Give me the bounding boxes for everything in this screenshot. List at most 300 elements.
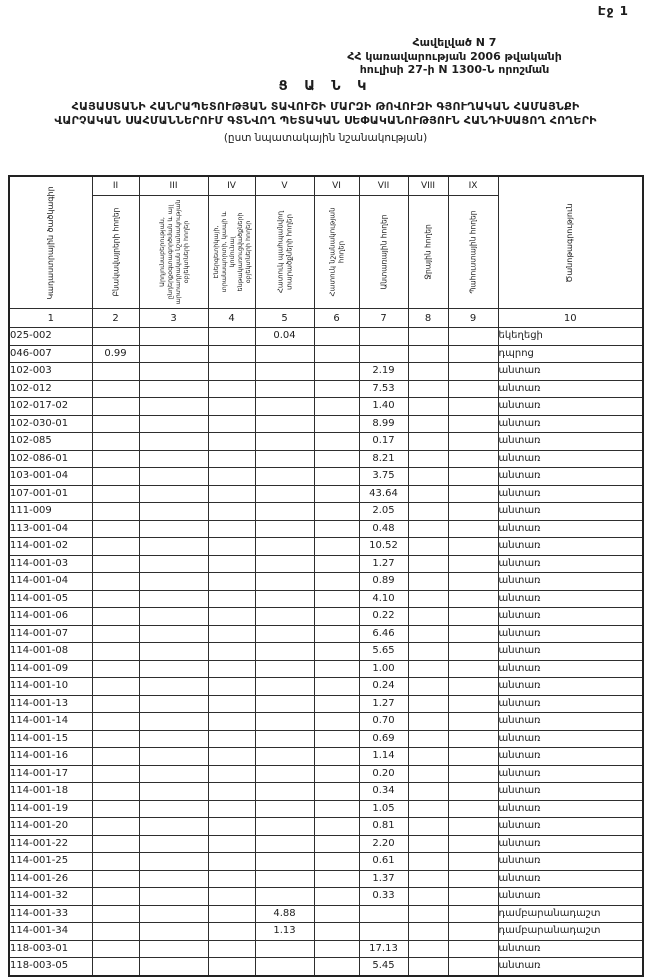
area-value-cell <box>314 485 359 503</box>
note-cell: անտառ <box>498 958 643 976</box>
area-value-cell <box>314 748 359 766</box>
cadastral-code-cell: 113-001-04 <box>9 520 92 538</box>
note-cell: անտառ <box>498 835 643 853</box>
area-value-cell <box>408 433 448 451</box>
area-value-cell <box>408 503 448 521</box>
table-row <box>9 958 643 976</box>
area-value-cell <box>314 363 359 381</box>
area-value-cell <box>448 940 498 958</box>
area-value-cell <box>408 363 448 381</box>
note-cell: դամբարանադաշտ <box>498 923 643 941</box>
area-value-cell <box>448 713 498 731</box>
area-value-cell <box>139 958 208 976</box>
area-value-cell <box>255 800 314 818</box>
note-cell: անտառ <box>498 503 643 521</box>
cadastral-code-cell: 114-001-10 <box>9 678 92 696</box>
area-value-cell <box>92 818 139 836</box>
area-value-cell <box>255 380 314 398</box>
category-header-cell <box>255 196 314 309</box>
cadastral-code-cell: 114-001-05 <box>9 590 92 608</box>
roman-numeral-cell: IX <box>448 176 498 196</box>
area-value-cell <box>448 748 498 766</box>
area-value-cell <box>314 573 359 591</box>
area-value-cell <box>255 345 314 363</box>
area-value-cell <box>314 783 359 801</box>
category-header-label: Բնակավայրերի հողեր <box>110 207 120 297</box>
table-row <box>9 503 643 521</box>
note-cell: անտառ <box>498 538 643 556</box>
area-value-cell <box>408 678 448 696</box>
table-row <box>9 468 643 486</box>
cadastral-code-cell: 114-001-07 <box>9 625 92 643</box>
area-value-cell <box>448 870 498 888</box>
cadastral-code-cell: 114-001-09 <box>9 660 92 678</box>
area-value-cell <box>408 783 448 801</box>
area-value-cell: 0.20 <box>359 765 408 783</box>
area-value-cell <box>314 345 359 363</box>
area-value-cell <box>314 520 359 538</box>
area-value-cell <box>208 695 255 713</box>
cadastral-code-cell: 102-030-01 <box>9 415 92 433</box>
area-value-cell <box>139 923 208 941</box>
area-value-cell <box>92 573 139 591</box>
area-value-cell <box>314 940 359 958</box>
area-value-cell <box>208 783 255 801</box>
area-value-cell <box>448 905 498 923</box>
roman-numeral-cell: VI <box>314 176 359 196</box>
category-header-cell <box>139 196 208 309</box>
roman-numeral-cell: V <box>255 176 314 196</box>
area-value-cell <box>92 450 139 468</box>
area-value-cell <box>92 695 139 713</box>
area-value-cell <box>408 748 448 766</box>
area-value-cell <box>448 573 498 591</box>
note-cell: անտառ <box>498 415 643 433</box>
area-value-cell <box>448 555 498 573</box>
area-value-cell <box>92 485 139 503</box>
area-value-cell <box>139 328 208 346</box>
area-value-cell <box>359 905 408 923</box>
area-value-cell <box>208 450 255 468</box>
area-value-cell <box>208 748 255 766</box>
area-value-cell <box>448 818 498 836</box>
area-value-cell <box>448 415 498 433</box>
note-cell: անտառ <box>498 888 643 906</box>
area-value-cell: 0.04 <box>255 328 314 346</box>
note-cell: անտառ <box>498 398 643 416</box>
area-value-cell <box>448 433 498 451</box>
annex-line-2: ՀՀ կառավարության 2006 թվականի <box>347 49 562 63</box>
table-row <box>9 608 643 626</box>
area-value-cell: 0.70 <box>359 713 408 731</box>
note-cell: անտառ <box>498 433 643 451</box>
land-parcels-table <box>8 175 644 977</box>
area-value-cell <box>408 888 448 906</box>
area-value-cell <box>139 590 208 608</box>
area-value-cell <box>408 835 448 853</box>
area-value-cell <box>92 748 139 766</box>
area-value-cell <box>255 940 314 958</box>
note-cell: անտառ <box>498 380 643 398</box>
area-value-cell <box>208 713 255 731</box>
area-value-cell <box>92 608 139 626</box>
area-value-cell <box>92 870 139 888</box>
area-value-cell <box>408 398 448 416</box>
area-value-cell <box>448 468 498 486</box>
area-value-cell <box>448 643 498 661</box>
area-value-cell <box>408 415 448 433</box>
table-row <box>9 730 643 748</box>
area-value-cell <box>92 625 139 643</box>
table-row <box>9 485 643 503</box>
annex-reference <box>282 36 627 77</box>
area-value-cell <box>255 835 314 853</box>
area-value-cell <box>208 958 255 976</box>
area-value-cell <box>208 888 255 906</box>
area-value-cell: 0.61 <box>359 853 408 871</box>
note-cell: դամբարանադաշտ <box>498 905 643 923</box>
area-value-cell <box>314 555 359 573</box>
area-value-cell <box>314 468 359 486</box>
area-value-cell: 6.46 <box>359 625 408 643</box>
area-value-cell <box>92 853 139 871</box>
category-header-cell <box>448 196 498 309</box>
area-value-cell <box>92 765 139 783</box>
area-value-cell <box>139 450 208 468</box>
note-cell: անտառ <box>498 660 643 678</box>
area-value-cell: 1.00 <box>359 660 408 678</box>
area-value-cell <box>92 520 139 538</box>
area-value-cell: 10.52 <box>359 538 408 556</box>
area-value-cell <box>359 345 408 363</box>
cadastral-code-cell: 114-001-25 <box>9 853 92 871</box>
category-header-label: Անտառային հողեր <box>378 214 388 290</box>
area-value-cell <box>139 730 208 748</box>
area-value-cell <box>448 800 498 818</box>
area-value-cell <box>314 818 359 836</box>
doc-subtitle: (ըստ նպատակային նշանակության) <box>223 132 428 144</box>
area-value-cell <box>92 468 139 486</box>
table-row <box>9 695 643 713</box>
area-value-cell: 1.05 <box>359 800 408 818</box>
page-number: Էջ 1 <box>597 4 629 18</box>
category-header-label: Պահուստային հողեր <box>468 210 478 294</box>
column-number-cell: 1 <box>9 309 92 328</box>
area-value-cell <box>408 800 448 818</box>
cadastral-code-cell: 114-001-15 <box>9 730 92 748</box>
note-cell: անտառ <box>498 940 643 958</box>
area-value-cell: 0.34 <box>359 783 408 801</box>
area-value-cell <box>255 678 314 696</box>
area-value-cell <box>408 345 448 363</box>
area-value-cell <box>139 870 208 888</box>
area-value-cell <box>139 625 208 643</box>
table-row <box>9 398 643 416</box>
area-value-cell <box>92 678 139 696</box>
area-value-cell <box>139 713 208 731</box>
cadastral-code-cell: 118-003-05 <box>9 958 92 976</box>
area-value-cell <box>208 398 255 416</box>
area-value-cell <box>408 905 448 923</box>
area-value-cell <box>408 853 448 871</box>
area-value-cell <box>208 940 255 958</box>
table-row <box>9 415 643 433</box>
area-value-cell <box>92 888 139 906</box>
area-value-cell <box>448 608 498 626</box>
area-value-cell: 4.10 <box>359 590 408 608</box>
area-value-cell <box>208 363 255 381</box>
area-value-cell <box>139 485 208 503</box>
area-value-cell <box>448 923 498 941</box>
cadastral-code-cell: 114-001-26 <box>9 870 92 888</box>
area-value-cell <box>408 468 448 486</box>
area-value-cell <box>408 625 448 643</box>
area-value-cell <box>208 485 255 503</box>
area-value-cell <box>314 923 359 941</box>
cadastral-code-cell: 114-001-04 <box>9 573 92 591</box>
table-row <box>9 520 643 538</box>
area-value-cell <box>448 538 498 556</box>
area-value-cell <box>314 450 359 468</box>
area-value-cell <box>92 905 139 923</box>
cadastral-code-cell: 114-001-32 <box>9 888 92 906</box>
table-row <box>9 818 643 836</box>
category-header-label: Հատուկ նշանակության հողեր <box>327 207 345 297</box>
area-value-cell: 17.13 <box>359 940 408 958</box>
area-value-cell: 0.81 <box>359 818 408 836</box>
cadastral-code-header <box>9 176 92 309</box>
note-cell: անտառ <box>498 485 643 503</box>
area-value-cell <box>408 713 448 731</box>
area-value-cell <box>314 433 359 451</box>
area-value-cell: 1.37 <box>359 870 408 888</box>
cadastral-code-cell: 114-001-03 <box>9 555 92 573</box>
area-value-cell <box>314 643 359 661</box>
area-value-cell <box>139 643 208 661</box>
area-value-cell <box>314 853 359 871</box>
area-value-cell <box>139 905 208 923</box>
area-value-cell <box>255 363 314 381</box>
column-number-cell: 7 <box>359 309 408 328</box>
table-row <box>9 625 643 643</box>
table-row <box>9 940 643 958</box>
area-value-cell <box>92 923 139 941</box>
area-value-cell <box>139 398 208 416</box>
area-value-cell <box>208 380 255 398</box>
cadastral-code-cell: 102-086-01 <box>9 450 92 468</box>
area-value-cell <box>448 398 498 416</box>
area-value-cell <box>139 380 208 398</box>
area-value-cell <box>92 415 139 433</box>
area-value-cell <box>255 590 314 608</box>
area-value-cell <box>208 678 255 696</box>
table-row <box>9 573 643 591</box>
area-value-cell <box>92 958 139 976</box>
area-value-cell <box>408 555 448 573</box>
area-value-cell <box>255 730 314 748</box>
note-cell: անտառ <box>498 625 643 643</box>
area-value-cell <box>314 380 359 398</box>
area-value-cell <box>255 783 314 801</box>
area-value-cell: 43.64 <box>359 485 408 503</box>
area-value-cell: 2.19 <box>359 363 408 381</box>
area-value-cell <box>208 870 255 888</box>
table-row <box>9 643 643 661</box>
category-header-cell <box>208 196 255 309</box>
area-value-cell <box>208 643 255 661</box>
area-value-cell: 2.20 <box>359 835 408 853</box>
area-value-cell <box>92 380 139 398</box>
area-value-cell: 0.48 <box>359 520 408 538</box>
table-row <box>9 433 643 451</box>
cadastral-code-cell: 114-001-17 <box>9 765 92 783</box>
area-value-cell <box>314 800 359 818</box>
cadastral-code-cell: 114-001-13 <box>9 695 92 713</box>
area-value-cell <box>408 538 448 556</box>
column-number-cell: 4 <box>208 309 255 328</box>
area-value-cell <box>208 520 255 538</box>
area-value-cell <box>408 328 448 346</box>
area-value-cell <box>208 573 255 591</box>
note-header-label: Ծանոթագրություն <box>565 202 575 283</box>
area-value-cell <box>359 328 408 346</box>
roman-numeral-cell: VIII <box>408 176 448 196</box>
area-value-cell <box>314 398 359 416</box>
cadastral-code-cell: 102-012 <box>9 380 92 398</box>
area-value-cell <box>314 328 359 346</box>
area-value-cell <box>448 485 498 503</box>
area-value-cell <box>314 590 359 608</box>
area-value-cell <box>255 415 314 433</box>
table-row <box>9 328 643 346</box>
area-value-cell <box>255 555 314 573</box>
area-value-cell <box>448 380 498 398</box>
area-value-cell: 0.69 <box>359 730 408 748</box>
column-number-cell: 2 <box>92 309 139 328</box>
area-value-cell <box>139 433 208 451</box>
area-value-cell <box>408 643 448 661</box>
cadastral-code-cell: 046-007 <box>9 345 92 363</box>
table-row <box>9 380 643 398</box>
area-value-cell <box>139 940 208 958</box>
note-cell: անտառ <box>498 695 643 713</box>
note-cell: անտառ <box>498 520 643 538</box>
area-value-cell: 0.89 <box>359 573 408 591</box>
column-number-cell: 9 <box>448 309 498 328</box>
table-row <box>9 555 643 573</box>
area-value-cell <box>448 783 498 801</box>
area-value-cell <box>255 713 314 731</box>
area-value-cell <box>408 870 448 888</box>
note-cell: անտառ <box>498 713 643 731</box>
area-value-cell: 0.22 <box>359 608 408 626</box>
area-value-cell <box>92 940 139 958</box>
area-value-cell <box>92 555 139 573</box>
area-value-cell <box>92 590 139 608</box>
area-value-cell <box>208 730 255 748</box>
table-row <box>9 888 643 906</box>
area-value-cell <box>448 625 498 643</box>
area-value-cell <box>314 888 359 906</box>
area-value-cell <box>448 345 498 363</box>
area-value-cell <box>255 660 314 678</box>
area-value-cell <box>139 835 208 853</box>
table-row <box>9 345 643 363</box>
table-row <box>9 800 643 818</box>
area-value-cell <box>448 590 498 608</box>
category-header-label: Հատուկ պահպանվող տարածքների հողեր <box>275 210 293 294</box>
area-value-cell <box>408 520 448 538</box>
cadastral-code-cell: 114-001-33 <box>9 905 92 923</box>
area-value-cell <box>139 818 208 836</box>
area-value-cell <box>139 538 208 556</box>
area-value-cell <box>255 468 314 486</box>
area-value-cell <box>255 818 314 836</box>
area-value-cell <box>139 660 208 678</box>
area-value-cell: 1.13 <box>255 923 314 941</box>
area-value-cell <box>208 853 255 871</box>
area-value-cell <box>314 625 359 643</box>
area-value-cell <box>208 923 255 941</box>
area-value-cell <box>255 643 314 661</box>
note-cell: անտառ <box>498 678 643 696</box>
area-value-cell <box>208 800 255 818</box>
area-value-cell: 1.14 <box>359 748 408 766</box>
category-header-label: Արդյունաբերության, ընդերքօգտագործման և այլ արտադրական նշանակության օբյեկտների հողեր <box>157 199 190 305</box>
area-value-cell <box>255 433 314 451</box>
category-header-cell <box>314 196 359 309</box>
area-value-cell <box>408 485 448 503</box>
area-value-cell <box>314 503 359 521</box>
area-value-cell <box>208 905 255 923</box>
area-value-cell <box>255 520 314 538</box>
area-value-cell <box>314 695 359 713</box>
column-number-cell: 8 <box>408 309 448 328</box>
area-value-cell <box>408 730 448 748</box>
area-value-cell <box>255 398 314 416</box>
note-cell: անտառ <box>498 818 643 836</box>
area-value-cell <box>408 958 448 976</box>
area-value-cell <box>448 660 498 678</box>
area-value-cell <box>448 730 498 748</box>
area-value-cell <box>314 660 359 678</box>
area-value-cell <box>448 503 498 521</box>
area-value-cell <box>255 765 314 783</box>
note-cell: անտառ <box>498 450 643 468</box>
column-number-cell: 3 <box>139 309 208 328</box>
area-value-cell: 3.75 <box>359 468 408 486</box>
area-value-cell <box>448 835 498 853</box>
area-value-cell <box>255 958 314 976</box>
area-value-cell <box>408 765 448 783</box>
area-value-cell <box>208 765 255 783</box>
area-value-cell <box>208 660 255 678</box>
table-row <box>9 923 643 941</box>
note-cell: անտառ <box>498 783 643 801</box>
table-row <box>9 783 643 801</box>
cadastral-code-cell: 114-001-22 <box>9 835 92 853</box>
area-value-cell <box>92 643 139 661</box>
area-value-cell <box>408 923 448 941</box>
roman-numeral-cell: VII <box>359 176 408 196</box>
note-cell: եկեղեցի <box>498 328 643 346</box>
area-value-cell <box>139 678 208 696</box>
cadastral-code-cell: 114-001-06 <box>9 608 92 626</box>
area-value-cell <box>92 433 139 451</box>
cadastral-code-cell: 102-085 <box>9 433 92 451</box>
table-row <box>9 660 643 678</box>
annex-line-1: Հավելված N 7 <box>412 36 497 49</box>
